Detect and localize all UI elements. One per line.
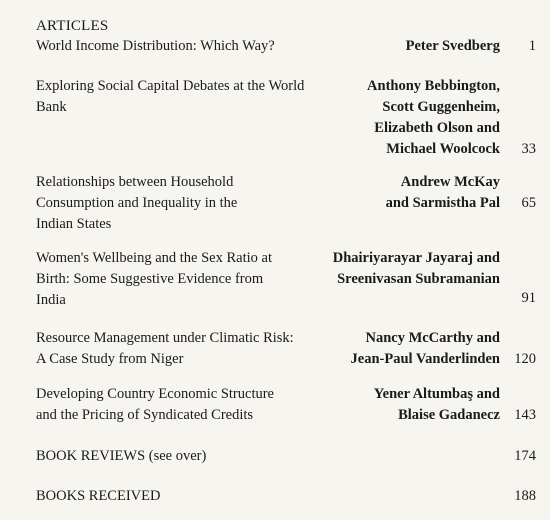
author-line: Jean-Paul Vanderlinden (350, 351, 500, 367)
author-line: Sreenivasan Subramanian (337, 271, 500, 287)
author-line: Peter Svedberg (405, 38, 500, 54)
book-reviews-label: BOOK REVIEWS (see over) (36, 448, 207, 464)
article-authors (386, 172, 500, 214)
toc-entry (36, 248, 536, 312)
page-number: 188 (514, 488, 536, 504)
author-line: Dhairiyarayar Jayaraj and (332, 250, 500, 266)
author-line: Nancy McCarthy and (365, 330, 500, 346)
article-authors (406, 36, 500, 57)
page-number: 120 (514, 351, 536, 367)
page-number: 1 (528, 38, 536, 54)
article-authors (333, 248, 500, 290)
article-authors (367, 76, 500, 160)
articles-heading: ARTICLES (36, 18, 109, 34)
article-title: Resource Management under Climatic Risk: A Case Study from Niger (36, 330, 294, 367)
article-title: Relationships between Household Consumption and Inequality in the Indian States (36, 174, 238, 232)
author-line: Elizabeth Olson and (374, 120, 500, 136)
page-number: 91 (521, 290, 536, 306)
toc-entry-books-received (36, 486, 536, 508)
toc-entry (36, 384, 536, 428)
article-authors (351, 328, 500, 370)
article-authors (374, 384, 500, 426)
toc-entry (36, 36, 536, 58)
toc-entry-book-reviews (36, 446, 536, 468)
author-line: Andrew McKay (400, 174, 500, 190)
page-number: 33 (521, 141, 536, 157)
author-line: Scott Guggenheim, (382, 99, 500, 115)
toc-entry (36, 328, 536, 372)
author-line: Michael Woolcock (386, 141, 500, 157)
toc-entry (36, 76, 536, 156)
article-title: Women's Wellbeing and the Sex Ratio at Birth: Some Suggestive Evidence from India (36, 250, 272, 308)
author-line: Blaise Gadanecz (398, 407, 500, 423)
article-title: Developing Country Economic Structure and the Pricing of Syndicated Credits (36, 386, 274, 423)
author-line: Yener Altumbaş and (373, 386, 500, 402)
article-title: Exploring Social Capital Debates at the World Bank (36, 78, 305, 115)
author-line: and Sarmistha Pal (385, 195, 500, 211)
article-title: World Income Distribution: Which Way? (36, 38, 275, 54)
author-line: Anthony Bebbington, (367, 78, 500, 94)
page-number: 174 (514, 448, 536, 464)
page-number: 143 (514, 407, 536, 423)
books-received-label: BOOKS RECEIVED (36, 488, 161, 504)
toc-entry (36, 172, 536, 236)
page-number: 65 (521, 195, 536, 211)
